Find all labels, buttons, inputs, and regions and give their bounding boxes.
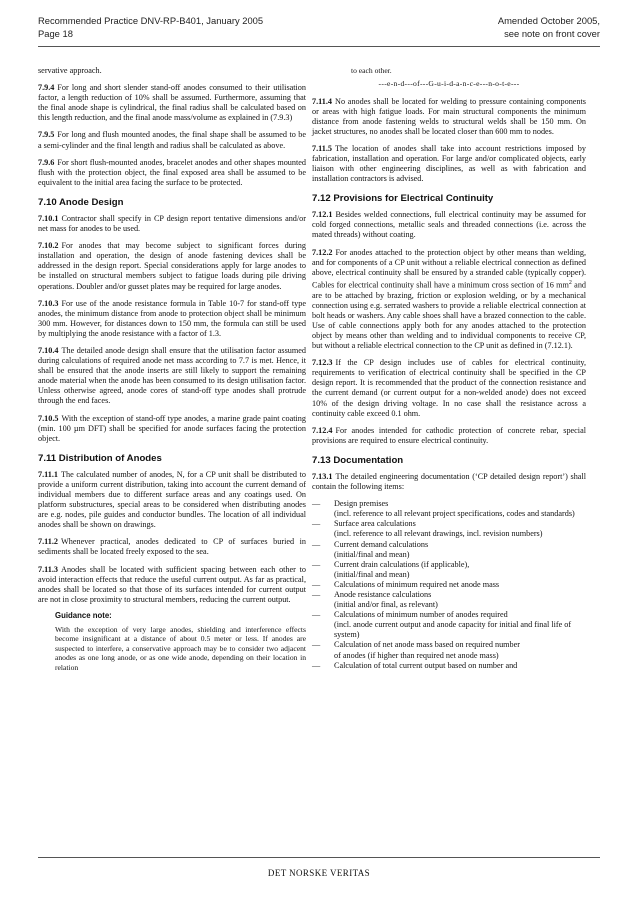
paragraph-7-10-2: 7.10.2 For anodes that may become subject to significant forces during installation and operation, the design of anode fastening devices shall be addressed in the design report. Special considerations apply for large anodes to be installed on structural members subject to fatigue loads during pile driving operations. Doubler and/or gusset plates may be required for large anodes. — [38, 241, 306, 291]
amendment-note: see note on front cover — [504, 28, 600, 39]
paragraph-7-9-6: 7.9.6 For short flush-mounted anodes, bracelet anodes and other shapes mounted flush with the protection object, the final exposed area shall be assumed to be equivalent to the initial area facing the surface to be protected. — [38, 157, 306, 187]
guidance-note-continued: to each other. — [351, 66, 392, 75]
list-item: — Calculations of minimum required net anode mass — [312, 579, 500, 589]
page-number: Page 18 — [38, 28, 73, 39]
right-column — [312, 66, 586, 671]
footer-divider — [38, 857, 600, 858]
left-column — [38, 66, 306, 672]
amendment-date: Amended October 2005, — [497, 15, 600, 26]
paragraph-7-12-1: 7.12.1 Besides welded connections, full electrical continuity may be assumed for cold forged connections, metallic seals and threaded connections (i.e. across the mated threads) without coating. — [312, 210, 586, 240]
list-item: — Anode resistance calculations (initial and/or final, as relevant) — [312, 589, 438, 610]
section-heading-7-11: 7.11 Distribution of Anodes — [38, 452, 162, 464]
guidance-note-end-marker: ---e-n-d---of---G-u-i-d-a-n-c-e---n-o-t-e--- — [378, 79, 520, 89]
paragraph: servative approach. — [38, 66, 102, 75]
section-heading-7-13: 7.13 Documentation — [312, 454, 404, 466]
list-item: — Design premises (incl. reference to all relevant project specifications, codes and standards) — [312, 499, 575, 519]
section-heading-7-12: 7.12 Provisions for Electrical Continuity — [312, 193, 494, 205]
paragraph-7-9-4: 7.9.4 For long and short slender stand-off anodes consumed to their utilisation factor, a length reduction of 10% shall be assumed. Furthermore, assuming that the final anode shape is cylindrical, the final radius shall be calculated based on this length reduction, and the final anode mass/volume as explained in (7.9.3) — [38, 83, 306, 123]
page-header-left — [38, 14, 263, 40]
superscript: 2 — [568, 279, 572, 286]
paragraph-7-12-4: 7.12.4 For anodes intended for cathodic protection of concrete rebar, special provisions are required to ensure electrical continuity. — [312, 425, 586, 445]
list-item: — Current drain calculations (if applicable), (initial/final and mean) — [312, 559, 470, 579]
list-item: — Surface area calculations (incl. reference to all relevant drawings, incl. revision numbers) — [312, 519, 543, 539]
paragraph-7-13-1: 7.13.1 The detailed engineering documentation (‘CP detailed design report’) shall contain the following items: — [312, 471, 586, 492]
documentation-items-list — [312, 499, 586, 671]
paragraph-7-12-3: 7.12.3 If the CP design includes use of cables for electrical continuity, requirements to verification of electrical continuity shall be specified in the CP design report. It is recommended that the product of the connection resistance and the current demand (or current output for a non-welded anode) does not exceed 10% of the design driving voltage. In no case shall the resistance across a continuity cable exceed 0.1 ohm. — [312, 358, 586, 418]
guidance-note-text: With the exception of very large anodes, shielding and interference effects become insignificant at a distance of about 0.5 meter or less. If anodes are suspected to interfere, a conservative approach may be to consider two adjacent anodes as one long anode, or as one wide anode, depending on their location in relation — [55, 625, 306, 672]
paragraph-7-11-1: 7.11.1 The calculated number of anodes, N, for a CP unit shall be distributed to provide a uniform current distribution, taking into account the current demand of individual members due to different surface areas and any coatings used. On platform substructures, special areas to be considered when distributing anodes are e.g. nodes, pile guides and conductor bundles. The location of all individual anodes shall be shown on drawings. — [38, 469, 306, 530]
paragraph-7-10-1: 7.10.1 Contractor shall specify in CP design report tentative dimensions and/or net mass for anodes to be used. — [38, 213, 306, 234]
document-title: Recommended Practice DNV-RP-B401, January 2005 — [38, 15, 264, 26]
list-item: — Calculation of total current output based on number and — [312, 660, 518, 670]
section-heading-7-10: 7.10 Anode Design — [38, 196, 124, 208]
guidance-note-title: Guidance note: — [55, 610, 112, 620]
paragraph-7-11-5: 7.11.5 The location of anodes shall take into account restrictions imposed by fabrication, installation and operation. For large and/or complicated objects, early liaison with other engineering disciplines, as well as with fabrication and installation contractors is advised. — [312, 143, 586, 184]
paragraph-7-9-5: 7.9.5 For long and flush mounted anodes, the final shape shall be assumed to be a semi-cylinder and the final length and radius shall be calculated as above. — [38, 130, 306, 150]
paragraph-7-10-4: 7.10.4 The detailed anode design shall ensure that the utilisation factor assumed during calculations of required anode net mass according to 7.7 is met. Hence, it shall be ensured that the anode inserts are still likely to support the remaining anode material when the anode has been consumed to its design utilisation factor. Unless otherwise agreed, anode cores of stand-off type anodes shall protrude through the end faces. — [38, 345, 306, 406]
list-item: — Calculation of net anode mass based on required number of anodes (if higher than required net anode mass) — [312, 640, 520, 660]
publisher-footer: DET NORSKE VERITAS — [267, 868, 371, 878]
page-header-right — [498, 14, 600, 40]
paragraph-7-11-3: 7.11.3 Anodes shall be located with sufficient spacing between each other to avoid interaction effects that reduce the useful current output. As far as practical, anodes shall be located so that those of its surfaces intended for current output are not in close proximity to structural members, reducing the current output. — [38, 564, 306, 604]
list-item: — Calculations of minimum number of anodes required (incl. anode current output and anode capacity for initial and final life of system) — [312, 610, 572, 640]
paragraph-7-11-4: 7.11.4 No anodes shall be located for welding to pressure containing components or areas with high fatigue loads. For main structural components the minimum distance from anode fastening welds to structural welds shall be 150 mm. On jacket structures, no anodes shall be located closer than 600 mm to nodes. — [312, 96, 586, 136]
paragraph-7-12-2: 7.12.2 For anodes attached to the protection object by other means than welding, and for components of a CP unit without a reliable electrical connection as defined above, electrical continuity shall be ensured by a stranded cable (typically copper). Cables for electrical continuity shall have a minimum cross section of 16 $mm^2$ and are to be attached by brazing, friction or explosion welding, or by a mechanical connection using e.g. serrated washers to provide a reliable electrical connection at bolt heads or washers. Any cable shoes shall have a brazed connection to the cable. Use of cable connections apply both for any anodes attached to the protection object by means other than welding and to individual components to receive CP, but without a reliable electrical connection to the CP unit as defined in (7.12.1). — [312, 247, 587, 351]
header-divider — [38, 46, 600, 47]
paragraph-7-10-3: 7.10.3 For use of the anode resistance formula in Table 10-7 for stand-off type anodes, the minimum distance from anode to protection object shall be minimum 300 mm. However, for distances down to 150 mm, the formula can still be used by multiplying the anode resistance with a factor of 1.3. — [38, 298, 306, 338]
paragraph-7-11-2: 7.11.2 Whenever practical, anodes dedicated to CP of surfaces buried in sediments shall be located freely exposed to the sea. — [38, 537, 306, 557]
paragraph-7-10-5: 7.10.5 With the exception of stand-off type anodes, a marine grade paint coating (min. 100 µm DFT) shall be specified for anode surfaces facing the protection object. — [38, 413, 306, 443]
list-item: — Current demand calculations (initial/final and mean) — [312, 539, 429, 559]
